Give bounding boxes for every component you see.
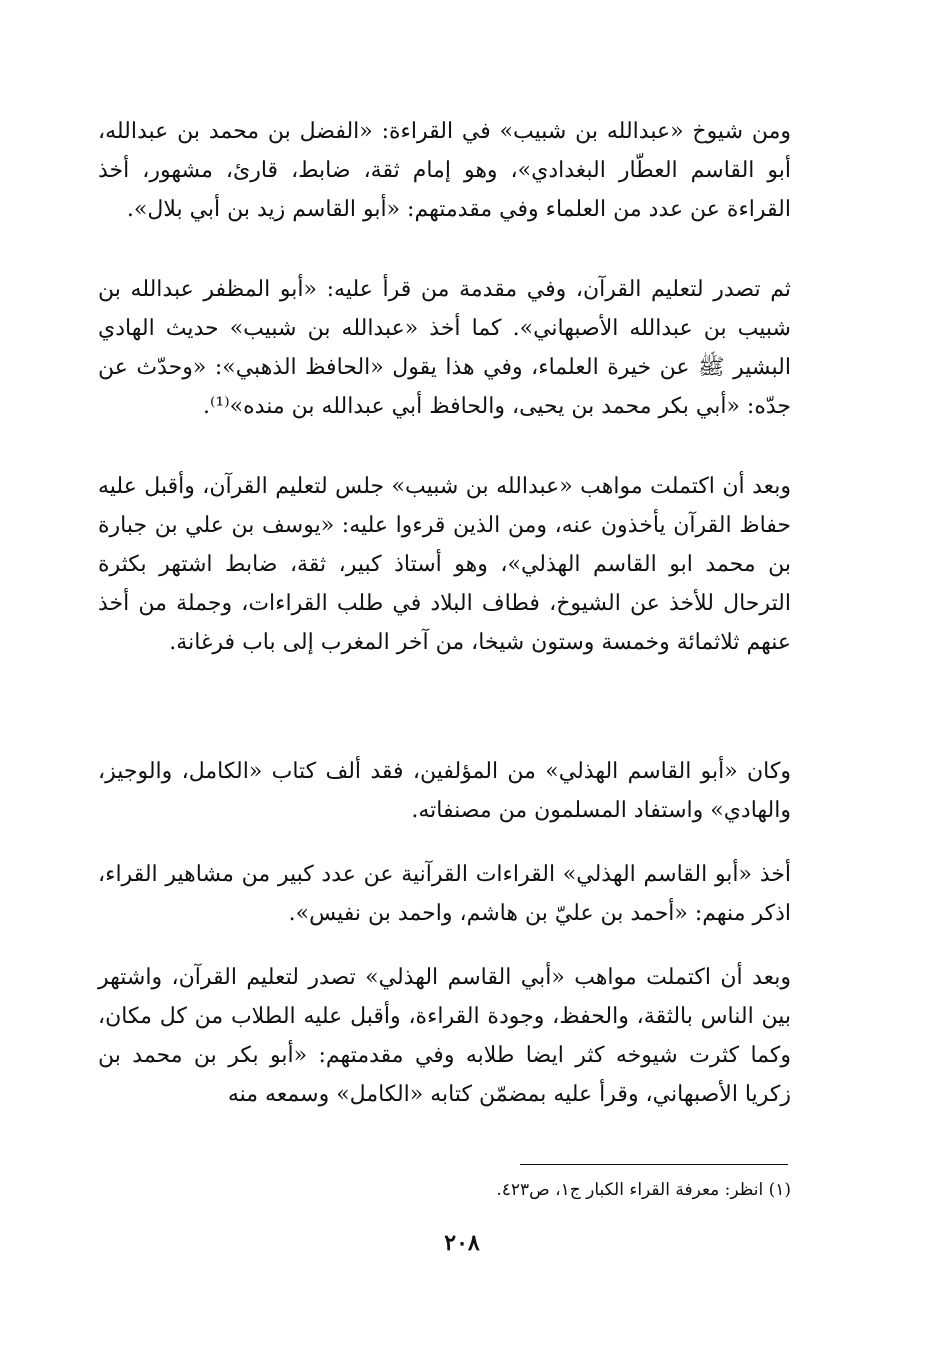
paragraph-2: ثم تصدر لتعليم القرآن، وفي مقدمة من قرأ عليه: «أبو المظفر عبدالله بن شبيب بن عبدالله الأصبهاني». كما أخذ «عبدالله بن شبيب» حديث الهادي البشير ﷺ عن خيرة العلماء، وفي هذا يقول «الحافظ الذهبي»: «وحدّث عن جدّه: «أبي بكر محمد بن يحيى، والحافظ أبي عبدالله بن منده»⁽¹⁾. — [98, 277, 791, 419]
paragraph-1: ومن شيوخ «عبدالله بن شبيب» في القراءة: «الفضل بن محمد بن عبدالله، أبو القاسم العطّار البغدادي»، وهو إمام ثقة، ضابط، قارئ، مشهور، أخذ القراءة عن عدد من العلماء وفي مقدمتهم: «أبو القاسم زيد بن أبي بلال». — [98, 119, 791, 222]
paragraph-3: وبعد أن اكتملت مواهب «عبدالله بن شبيب» جلس لتعليم القرآن، وأقبل عليه حفاظ القرآن يأخذون عنه، ومن الذين قرءوا عليه: «يوسف بن علي بن جبارة بن محمد ابو القاسم الهذلي»، وهو أستاذ كبير، ثقة، ضابط اشتهر بكثرة الترحال للأخذ عن الشيوخ، فطاف البلاد في طلب القراءات، وجملة من أخذ عنهم ثلاثمائة وخمسة وستون شيخا، من آخر المغرب إلى باب فرغانة. — [98, 474, 791, 655]
footnote-divider — [520, 1164, 788, 1165]
footnote: (١) انظر: معرفة القراء الكبار ج١، ص٤٢٣. — [496, 1180, 791, 1200]
paragraph-4: وكان «أبو القاسم الهذلي» من المؤلفين، فقد ألف كتاب «الكامل، والوجيز، والهادي» واستفاد المسلمون من مصنفاته. — [98, 759, 791, 823]
paragraph-6: وبعد أن اكتملت مواهب «أبي القاسم الهذلي» تصدر لتعليم القرآن، واشتهر بين الناس بالثقة، والحفظ، وجودة القراءة، وأقبل عليه الطلاب من كل مكان، وكما كثرت شيوخه كثر ايضا طلابه وفي مقدمتهم: «أبو بكر بن محمد بن زكريا الأصبهاني، وقرأ عليه بمضمّن كتابه «الكامل» وسمعه منه — [98, 965, 791, 1107]
paragraph-5: أخذ «أبو القاسم الهذلي» القراءات القرآنية عن عدد كبير من مشاهير القراء، اذكر منهم: «أحمد بن عليّ بن هاشم، واحمد بن نفيس». — [98, 862, 791, 926]
page-number: ٢٠٨ — [444, 1230, 480, 1256]
